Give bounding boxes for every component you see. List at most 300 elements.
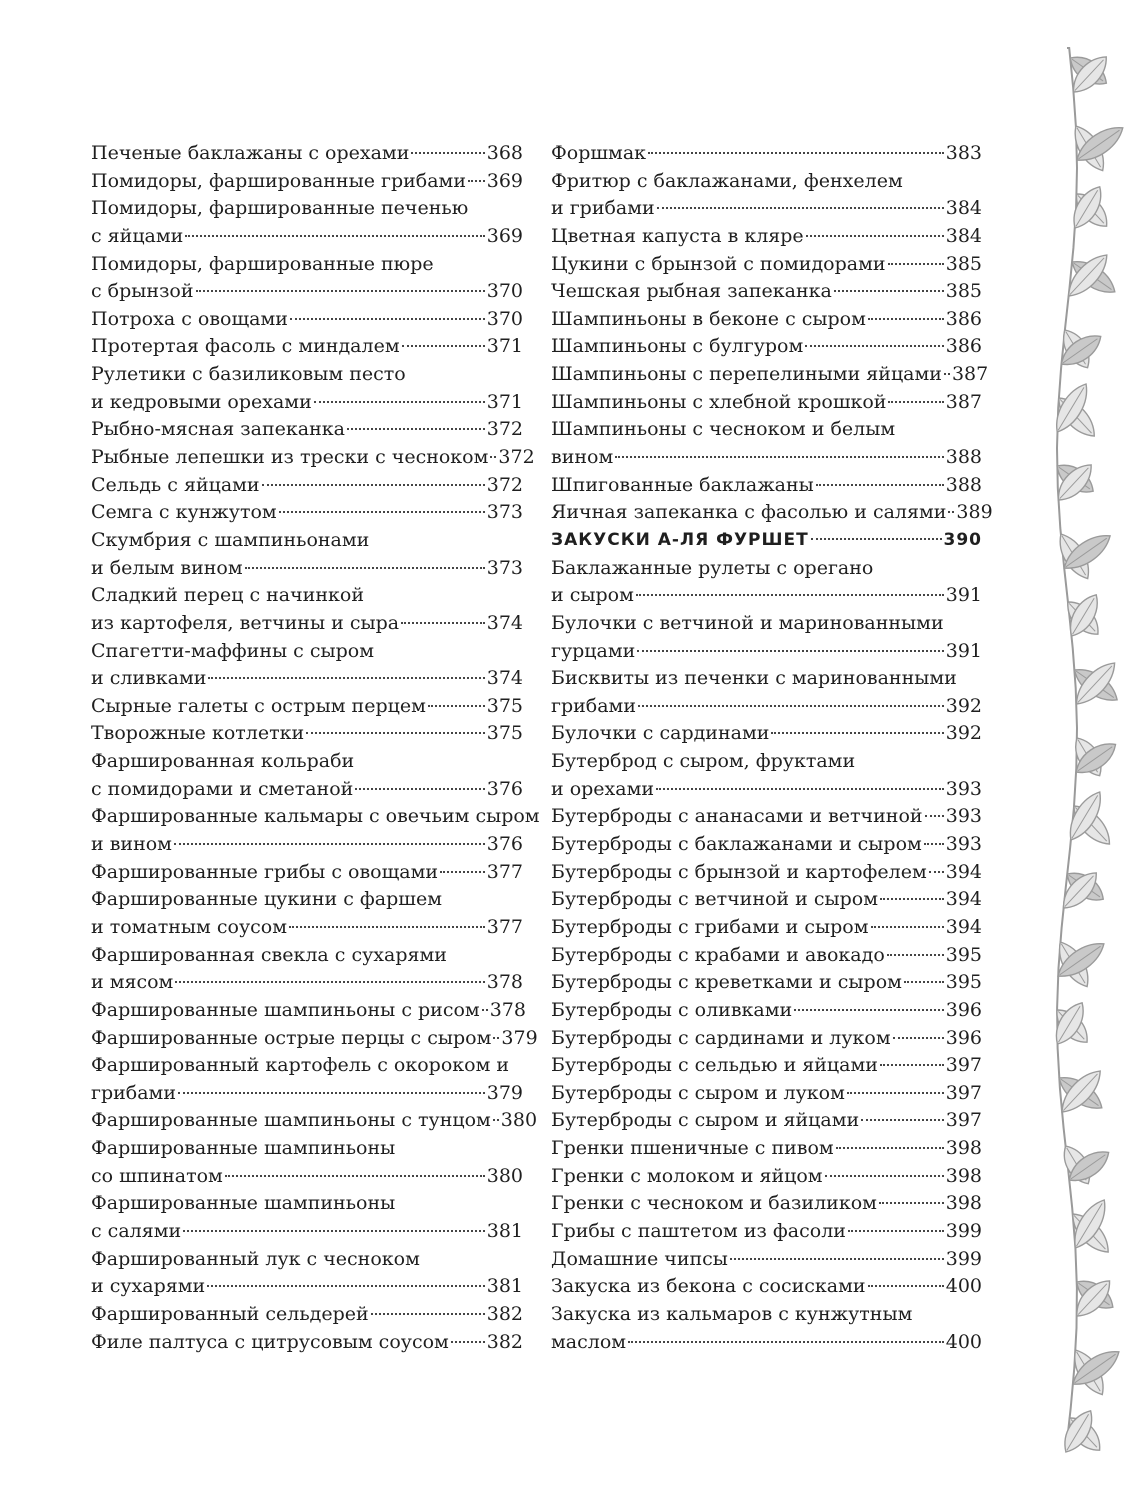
toc-page-number: 388 — [945, 473, 982, 496]
dot-leader — [794, 1009, 944, 1011]
toc-entry-line — [91, 278, 523, 306]
toc-page-number: 382 — [486, 1302, 523, 1325]
toc-entry-line — [91, 1246, 523, 1274]
toc-entry-line — [91, 1273, 523, 1301]
toc-entry — [91, 803, 540, 858]
dot-leader — [428, 705, 485, 707]
dot-leader — [929, 871, 944, 873]
toc-page-number: 374 — [486, 611, 523, 634]
toc-entry — [91, 942, 523, 997]
toc-page-number: 390 — [943, 529, 982, 550]
toc-page-number: 372 — [486, 473, 523, 496]
toc-entry-line — [551, 1246, 982, 1274]
toc-entry-line — [551, 278, 982, 306]
dot-leader — [868, 1285, 944, 1287]
toc-entry-title: Цукини с брынзой с помидорами — [551, 252, 886, 275]
toc-entry-line — [551, 693, 982, 721]
toc-entry-line — [91, 1190, 523, 1218]
dot-leader — [847, 1092, 944, 1094]
toc-entry — [551, 886, 982, 914]
toc-page-number: 378 — [486, 971, 523, 994]
toc-entry — [91, 1052, 523, 1107]
dot-leader — [657, 207, 944, 209]
toc-page-number: 369 — [486, 224, 523, 247]
toc-entry-title: Бутерброды с ветчиной и сыром — [551, 888, 878, 911]
toc-entry-title: Гренки с молоком и яйцом — [551, 1164, 823, 1187]
toc-page-number: 388 — [945, 446, 982, 469]
toc-entry-line — [91, 638, 523, 666]
toc-entry-line — [91, 168, 523, 196]
toc-entry — [551, 168, 982, 223]
toc-entry-line — [91, 361, 523, 389]
dot-leader — [816, 484, 944, 486]
toc-entry-title: Фаршированные цукини с фаршем — [91, 888, 442, 911]
toc-page-number: 392 — [945, 694, 982, 717]
toc-entry-title: Бутерброды с баклажанами и сыром — [551, 833, 922, 856]
toc-entry — [91, 693, 523, 721]
dot-leader — [306, 732, 485, 734]
toc-entry-title: с помидорами и сметаной — [91, 777, 354, 800]
toc-entry — [91, 527, 523, 582]
dot-leader — [440, 871, 485, 873]
toc-entry — [91, 748, 523, 803]
dot-leader — [493, 1037, 499, 1039]
dot-leader — [879, 1202, 944, 1204]
dot-leader — [834, 290, 944, 292]
toc-entry-line — [91, 444, 535, 472]
toc-entry — [551, 251, 982, 279]
toc-page-number: 387 — [945, 390, 982, 413]
toc-page-number: 398 — [945, 1164, 982, 1187]
toc-entry-line — [551, 389, 982, 417]
toc-entry — [91, 140, 523, 168]
dot-leader — [347, 428, 485, 430]
toc-entry-title: Шампиньоны с булгуром — [551, 335, 804, 358]
toc-entry — [551, 1301, 982, 1356]
toc-entry-line — [551, 195, 982, 223]
toc-entry-title: с яйцами — [91, 224, 184, 247]
toc-entry-line — [551, 859, 982, 887]
toc-entry-title: Фаршированный картофель с окороком и — [91, 1054, 510, 1077]
leaf-vine-icon — [992, 28, 1142, 1478]
toc-entry — [91, 416, 523, 444]
toc-entry-title: грибами — [551, 694, 636, 717]
dot-leader — [730, 1258, 944, 1260]
toc-page-number: 375 — [486, 694, 523, 717]
toc-page-number: 386 — [945, 307, 982, 330]
toc-entry-title: Творожные котлетки — [91, 722, 305, 745]
toc-entry — [551, 720, 982, 748]
toc-page-number: 395 — [945, 971, 982, 994]
dot-leader — [648, 152, 944, 154]
toc-entry-line — [551, 306, 982, 334]
toc-entry-line — [91, 969, 523, 997]
toc-entry-title: Сельдь с яйцами — [91, 473, 260, 496]
toc-entry — [91, 1135, 523, 1190]
dot-leader — [848, 1230, 944, 1232]
toc-entry — [551, 472, 982, 500]
toc-entry — [551, 278, 982, 306]
toc-entry-line — [551, 333, 982, 361]
toc-page-number: 389 — [956, 501, 993, 524]
toc-entry-line — [551, 582, 982, 610]
toc-entry-line — [91, 472, 523, 500]
toc-entry-title: ЗАКУСКИ А-ЛЯ ФУРШЕТ — [551, 529, 809, 550]
toc-entry-title: и сухарями — [91, 1275, 206, 1298]
toc-section-heading — [551, 527, 982, 555]
dot-leader — [806, 235, 944, 237]
toc-entry-title: Семга с кунжутом — [91, 501, 277, 524]
dot-leader — [490, 456, 496, 458]
dot-leader — [628, 1341, 944, 1343]
toc-entry-title: Бутерброды с брынзой и картофелем — [551, 860, 927, 883]
toc-page-number: 393 — [945, 805, 982, 828]
toc-entry-line — [551, 1080, 982, 1108]
toc-entry — [551, 1052, 982, 1080]
dot-leader — [771, 732, 943, 734]
toc-entry-title: Гренки пшеничные с пивом — [551, 1137, 834, 1160]
toc-entry-line — [91, 527, 523, 555]
dot-leader — [656, 788, 944, 790]
toc-entry — [551, 1218, 982, 1246]
toc-entry-title: Бутерброд с сыром, фруктами — [551, 750, 856, 773]
dot-leader — [401, 622, 485, 624]
dot-leader — [411, 152, 484, 154]
toc-entry-line — [91, 942, 523, 970]
toc-entry-line — [551, 610, 982, 638]
toc-entry-title: Шампиньоны с перепелиными яйцами — [551, 363, 942, 386]
toc-entry-line — [551, 1135, 982, 1163]
dot-leader — [290, 318, 485, 320]
toc-entry-line — [551, 1190, 982, 1218]
toc-page-number: 370 — [486, 280, 523, 303]
toc-entry — [551, 1025, 982, 1053]
toc-entry-title: Сырные галеты с острым перцем — [91, 694, 426, 717]
toc-entry — [551, 333, 982, 361]
toc-entry-line — [551, 140, 982, 168]
dot-leader — [207, 1285, 485, 1287]
toc-entry-line — [551, 748, 982, 776]
toc-page-number: 385 — [945, 280, 982, 303]
dot-leader — [888, 401, 943, 403]
toc-entry — [551, 140, 982, 168]
toc-entry-line — [91, 223, 523, 251]
toc-entry-title: Фаршированные шампиньоны с тунцом — [91, 1109, 491, 1132]
toc-entry — [91, 1190, 523, 1245]
toc-entry — [91, 251, 523, 306]
toc-page-number: 383 — [945, 142, 982, 164]
dot-leader — [880, 898, 944, 900]
dot-leader — [196, 290, 485, 292]
toc-page-number: 378 — [489, 998, 526, 1021]
toc-page-number: 387 — [951, 363, 989, 386]
toc-page-number: 369 — [486, 169, 523, 192]
toc-entry-title: Фаршированные кальмары с овечьим сыром — [91, 805, 540, 828]
toc-entry-title: со шпинатом — [91, 1164, 223, 1187]
toc-entry-line — [551, 223, 982, 251]
toc-entry-line — [91, 803, 540, 831]
toc-page-number: 397 — [945, 1081, 982, 1104]
toc-entry-line — [551, 831, 982, 859]
toc-page-number: 386 — [945, 335, 982, 358]
toc-entry-line — [91, 914, 523, 942]
toc-entry — [551, 610, 982, 665]
dot-leader — [451, 1341, 485, 1343]
toc-entry — [551, 665, 982, 720]
toc-page-number: 394 — [945, 888, 982, 911]
toc-entry-line — [91, 306, 523, 334]
toc-entry — [91, 195, 523, 250]
toc-entry — [91, 1107, 538, 1135]
dot-leader — [904, 981, 944, 983]
toc-entry-title: Бутерброды с ананасами и ветчиной — [551, 805, 923, 828]
toc-entry-title: Форшмак — [551, 142, 647, 164]
toc-entry-line — [551, 1273, 982, 1301]
toc-entry-line — [551, 1163, 982, 1191]
toc-entry-line — [551, 1218, 982, 1246]
toc-entry-line — [551, 1301, 982, 1329]
dot-leader — [371, 1313, 485, 1315]
toc-entry — [91, 1301, 523, 1329]
toc-entry-line — [551, 168, 982, 196]
toc-entry-line — [551, 1107, 982, 1135]
toc-entry-title: Грибы с паштетом из фасоли — [551, 1219, 846, 1242]
toc-entry-line — [91, 499, 523, 527]
toc-entry — [551, 831, 982, 859]
toc-entry-line — [91, 1025, 538, 1053]
toc-page-number: 384 — [945, 224, 982, 247]
dot-leader — [174, 843, 485, 845]
toc-page-number: 371 — [486, 390, 523, 413]
toc-entry-title: Булочки с ветчиной и маринованными — [551, 611, 944, 634]
dot-leader — [825, 1175, 944, 1177]
toc-entry-title: Бутерброды с крабами и авокадо — [551, 943, 885, 966]
dot-leader — [805, 345, 943, 347]
toc-page-number: 376 — [486, 833, 523, 856]
toc-entry — [551, 361, 989, 389]
dot-leader — [185, 235, 484, 237]
toc-entry-line — [551, 251, 982, 279]
toc-entry-title: и сыром — [551, 584, 634, 607]
toc-page-number: 400 — [945, 1275, 982, 1298]
toc-entry-title: Фаршированный сельдерей — [91, 1302, 369, 1325]
toc-entry-title: маслом — [551, 1330, 627, 1353]
toc-entry-line — [551, 444, 982, 472]
toc-entry — [551, 1135, 982, 1163]
toc-entry-line — [551, 1052, 982, 1080]
toc-page-number: 397 — [945, 1054, 982, 1077]
toc-entry-line — [91, 831, 523, 859]
toc-entry-title: из картофеля, ветчины и сыра — [91, 611, 400, 634]
toc-page-number: 371 — [486, 335, 523, 358]
toc-entry-line — [551, 969, 982, 997]
toc-page-number: 391 — [945, 639, 982, 662]
toc-column-left — [91, 140, 540, 1356]
toc-entry-title: Фаршированные шампиньоны — [91, 1192, 396, 1215]
toc-entry — [91, 1246, 523, 1301]
toc-page-number: 381 — [486, 1219, 523, 1242]
toc-entry-title: Бутерброды с сардинами и луком — [551, 1026, 891, 1049]
toc-entry — [551, 416, 982, 471]
toc-entry-title: Скумбрия с шампиньонами — [91, 528, 370, 551]
toc-entry-line — [551, 803, 982, 831]
toc-entry — [91, 168, 523, 196]
toc-entry-title: Цветная капуста в кляре — [551, 224, 804, 247]
toc-entry-line — [91, 1218, 523, 1246]
toc-entry-title: Помидоры, фаршированные пюре — [91, 252, 434, 275]
dot-leader — [924, 843, 944, 845]
toc-page-number: 380 — [500, 1109, 538, 1132]
toc-entry-line — [91, 582, 523, 610]
toc-entry-title: Баклажанные рулеты с орегано — [551, 556, 874, 579]
toc-entry-title: Бутерброды с креветками и сыром — [551, 971, 902, 994]
toc-entry-line — [551, 665, 982, 693]
toc-entry-title: Бутерброды с оливками — [551, 998, 793, 1021]
toc-page-number: 399 — [945, 1247, 982, 1270]
dot-leader — [493, 1119, 499, 1121]
toc-entry-line — [551, 776, 982, 804]
toc-entry — [91, 997, 526, 1025]
toc-page-number: 394 — [945, 915, 982, 938]
toc-entry-title: и сливками — [91, 667, 207, 690]
toc-entry-title: и мясом — [91, 971, 174, 994]
toc-entry-title: Чешская рыбная запеканка — [551, 280, 832, 303]
dot-leader — [402, 345, 485, 347]
toc-page-number: 398 — [945, 1137, 982, 1160]
toc-page-number: 393 — [945, 833, 982, 856]
toc-page-number: 394 — [945, 860, 982, 883]
toc-entry-title: Бисквиты из печенки с маринованными — [551, 667, 957, 690]
toc-entry-title: Бутерброды с грибами и сыром — [551, 915, 869, 938]
dot-leader — [925, 815, 944, 817]
toc-page-number: 382 — [486, 1330, 523, 1353]
toc-page-number: 400 — [945, 1330, 982, 1353]
toc-entry — [551, 223, 982, 251]
toc-entry-line — [551, 914, 982, 942]
toc-entry-line — [91, 195, 523, 223]
toc-entry — [551, 1190, 982, 1218]
toc-entry-title: Фаршированный лук с чесноком — [91, 1247, 420, 1270]
toc-entry-line — [551, 886, 982, 914]
toc-page-number: 380 — [486, 1164, 523, 1187]
toc-entry-line — [551, 1025, 982, 1053]
toc-entry-title: Фаршированные грибы с овощами — [91, 860, 439, 883]
toc-page-number: 368 — [486, 142, 523, 164]
toc-entry-line — [91, 693, 523, 721]
toc-page-number: 370 — [486, 307, 523, 330]
toc-entry-line — [91, 140, 523, 168]
toc-page-number: 399 — [945, 1219, 982, 1242]
toc-entry-title: Сладкий перец с начинкой — [91, 584, 364, 607]
toc-entry-line — [91, 1080, 523, 1108]
toc-page-number: 381 — [486, 1275, 523, 1298]
dot-leader — [893, 1037, 944, 1039]
dot-leader — [871, 926, 944, 928]
toc-entry-line — [551, 361, 989, 389]
dot-leader — [245, 567, 485, 569]
toc-entry-title: Печеные баклажаны с орехами — [91, 142, 410, 164]
toc-entry-line — [551, 942, 982, 970]
dot-leader — [314, 401, 485, 403]
toc-page-number: 379 — [486, 1081, 523, 1104]
toc-page-number: 395 — [945, 943, 982, 966]
toc-entry — [551, 942, 982, 970]
toc-entry — [91, 859, 523, 887]
toc-entry-title: Фаршированная свекла с сухарями — [91, 943, 447, 966]
toc-entry-title: Бутерброды с сельдью и яйцами — [551, 1054, 878, 1077]
toc-entry-title: Гренки с чесноком и базиликом — [551, 1192, 877, 1215]
toc-entry-line — [91, 748, 523, 776]
toc-entry — [551, 1080, 982, 1108]
toc-entry-line — [91, 1163, 523, 1191]
toc-entry — [551, 1163, 982, 1191]
toc-entry-line — [91, 1107, 538, 1135]
dot-leader — [225, 1175, 485, 1177]
toc-entry-line — [91, 859, 523, 887]
dot-leader — [811, 538, 942, 540]
toc-entry-title: и кедровыми орехами — [91, 390, 312, 413]
toc-entry-title: Домашние чипсы — [551, 1247, 728, 1270]
toc-entry-title: вином — [551, 446, 614, 469]
toc-page-number: 384 — [945, 197, 982, 220]
toc-entry-title: Шампиньоны с хлебной крошкой — [551, 390, 887, 413]
toc-entry — [551, 389, 982, 417]
toc-page-number: 393 — [945, 777, 982, 800]
toc-entry — [91, 444, 535, 472]
toc-entry — [91, 720, 523, 748]
toc-entry — [91, 472, 523, 500]
toc-entry-line — [91, 776, 523, 804]
toc-entry-title: Фаршированные шампиньоны — [91, 1137, 396, 1160]
toc-entry-title: с брынзой — [91, 280, 194, 303]
toc-entry — [551, 969, 982, 997]
toc-entry — [551, 499, 993, 527]
toc-entry-title: Потроха с овощами — [91, 307, 288, 330]
toc-page-number: 396 — [945, 998, 982, 1021]
toc-entry-title: Бутерброды с сыром и луком — [551, 1081, 845, 1104]
toc-column-right — [551, 140, 993, 1356]
toc-entry-line — [551, 416, 982, 444]
dot-leader — [279, 511, 485, 513]
toc-entry-title: Шампиньоны с чесноком и белым — [551, 418, 896, 441]
toc-entry-title: Булочки с сардинами — [551, 722, 770, 745]
toc-entry-line — [91, 333, 523, 361]
toc-page-number: 373 — [486, 556, 523, 579]
dot-leader — [289, 926, 485, 928]
toc-entry-title: Закуска из кальмаров с кунжутным — [551, 1302, 913, 1325]
dot-leader — [178, 1092, 485, 1094]
toc-entry-title: и вином — [91, 833, 172, 856]
dot-leader — [175, 981, 484, 983]
toc-entry — [551, 306, 982, 334]
toc-page-number: 375 — [486, 722, 523, 745]
dot-leader — [888, 263, 944, 265]
toc-entry-title: Фаршированные острые перцы с сыром — [91, 1026, 492, 1049]
dot-leader — [262, 484, 485, 486]
toc-entry-line — [551, 527, 982, 555]
dot-leader — [836, 1147, 944, 1149]
toc-entry-title: Помидоры, фаршированные печенью — [91, 197, 469, 220]
toc-entry — [91, 1025, 538, 1053]
dot-leader — [636, 594, 944, 596]
toc-entry — [551, 1107, 982, 1135]
dot-leader — [355, 788, 484, 790]
dot-leader — [887, 954, 944, 956]
toc-entry — [91, 638, 523, 693]
toc-entry — [551, 803, 982, 831]
toc-page-number: 397 — [945, 1109, 982, 1132]
toc-entry-line — [91, 610, 523, 638]
